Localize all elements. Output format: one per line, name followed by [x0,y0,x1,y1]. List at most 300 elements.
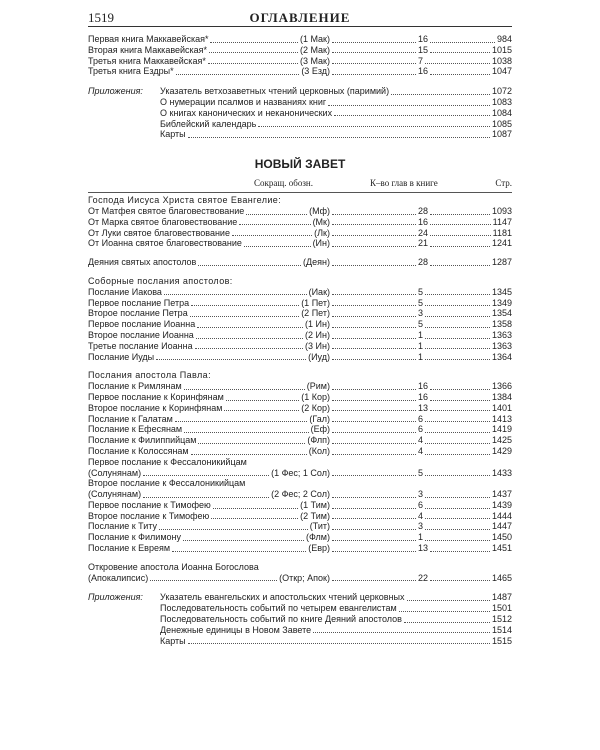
entry-abbreviation: (Мк) [312,216,330,227]
dot-leader [331,381,417,392]
entry-page: 1287 [491,257,512,268]
appendix-title: Последовательность событий по книге Деяний апостолов [160,614,402,625]
dot-leader [331,298,417,309]
entry-title: Второе послание Петра [88,308,188,319]
dot-leader [155,352,307,363]
dot-leader [182,532,305,543]
entry-page: 1425 [491,435,512,446]
appendix-page: 1501 [491,603,512,614]
entry-abbreviation: (Иуд) [308,351,330,362]
entry-title: Послание к Филимону [88,532,181,543]
dot-leader [424,341,491,352]
entry-chapters: 5 [418,297,424,308]
entry-title: Второе послание к Фессалоникийцам [88,478,246,489]
dot-leader [331,308,417,319]
dot-leader [327,97,491,108]
dot-leader [331,228,417,239]
entry-abbreviation: (2 Тим) [300,510,330,521]
entry-chapters: 16 [418,216,429,227]
dot-leader [331,532,417,543]
entry-title: Первое послание Иоанна [88,319,196,330]
dot-leader [142,489,270,500]
dot-leader [149,573,278,584]
entry-title: Первое послание Петра [88,297,190,308]
header-rule [88,26,512,27]
dot-leader [424,319,491,330]
entry-abbreviation: (Ин) [312,238,330,249]
page-header [88,10,512,26]
entry-page: 1419 [491,424,512,435]
section-heading [88,276,512,287]
entry-title: Деяния святых апостолов [88,257,197,268]
dot-leader [331,56,417,67]
entry-page: 1439 [491,499,512,510]
entry-chapters: 6 [418,499,424,510]
dot-leader [429,257,491,268]
dot-leader [312,625,491,636]
dot-leader [331,403,417,414]
entry-title: (Солунянам) [88,489,142,500]
entry-chapters: 28 [418,205,429,216]
dot-leader [429,403,491,414]
dot-leader [331,521,417,532]
appendix-entry [88,625,512,636]
dot-leader [207,56,299,67]
column-header-abbreviation: Сокращ. обозн. [254,178,314,189]
toc-entry-title-line [88,562,512,573]
dot-leader [238,217,311,228]
entry-title: Послание к Колоссянам [88,445,189,456]
dot-leader [429,217,492,228]
entry-chapters: 4 [418,445,424,456]
dot-leader [424,352,491,363]
entry-title: Послание к Ефесянам [88,424,183,435]
entry-abbreviation: (3 Мак) [299,55,330,66]
appendix-page: 1083 [491,96,512,107]
column-headers [88,176,512,192]
entry-page: 1147 [492,216,512,227]
dot-leader [331,392,417,403]
toc-entry [88,573,512,584]
dot-leader [331,424,417,435]
entry-page: 1444 [491,510,512,521]
entry-chapters: 5 [418,286,424,297]
dot-leader [171,543,307,554]
entry-chapters: 1 [418,329,424,340]
dot-leader [331,573,417,584]
entry-title: Послание Иуды [88,351,155,362]
appendix-page: 1512 [491,614,512,625]
dot-leader [424,521,491,532]
toc-entry [88,414,512,425]
dot-leader [424,468,491,479]
toc-entry [88,228,512,239]
dot-leader [429,381,491,392]
toc-entry [88,446,512,457]
entry-title: Второе послание Иоанна [88,329,194,340]
dot-leader [424,414,491,425]
entry-page: 1433 [491,467,512,478]
entry-page: 1354 [491,308,512,319]
dot-leader [189,308,300,319]
page-title: ОГЛАВЛЕНИЕ [249,10,351,25]
appendix-entry [88,119,512,130]
appendix-page: 1515 [491,635,512,646]
dot-leader [190,446,308,457]
entry-abbreviation: (Кол) [308,445,330,456]
appendix-entry [88,592,512,603]
appendix-title: Библейский календарь [160,118,257,129]
entry-abbreviation: (Тит) [309,521,330,532]
entry-title: Послания апостола Павла: [88,370,211,381]
appendix-page: 1514 [491,624,512,635]
toc-entry [88,308,512,319]
entry-abbreviation: (3 Ин) [305,340,330,351]
entry-abbreviation: (2 Кор) [301,402,330,413]
entry-page: 1363 [491,340,512,351]
toc-entry [88,489,512,500]
appendix-title: Карты [160,635,186,646]
dot-leader [331,468,417,479]
entry-page: 1451 [491,543,512,554]
toc-entry [88,45,512,56]
dot-leader [196,319,304,330]
dot-leader [424,424,491,435]
dot-leader [331,330,417,341]
toc-entry [88,543,512,554]
dot-leader [208,45,299,56]
dot-leader [187,636,491,647]
entry-abbreviation: (1 Пет) [301,297,330,308]
entry-chapters: 5 [418,319,424,330]
dot-leader [403,614,491,625]
dot-leader [331,341,417,352]
page-number: 1519 [88,10,114,25]
toc-entry [88,34,512,45]
entry-chapters: 1 [418,351,424,362]
entry-title: (Апокалипсис) [88,572,149,583]
spacer [88,362,512,370]
toc-entry [88,238,512,249]
entry-title: Первое послание к Коринфянам [88,391,224,402]
entry-chapters: 16 [418,34,429,44]
appendix-entry [88,97,512,108]
entry-abbreviation: (Гал) [309,413,330,424]
toc-entry [88,206,512,217]
entry-title: Господа Иисуса Христа святое Евангелие: [88,195,282,206]
dot-leader [424,500,491,511]
toc-entry-title-line [88,457,512,468]
appendix-page: 1072 [491,86,512,97]
entry-title: Послание к Филиппийцам [88,435,197,446]
entry-page: 1358 [491,319,512,330]
dot-leader [424,435,491,446]
toc-entry [88,424,512,435]
entry-abbreviation: (Рим) [306,381,330,392]
entry-abbreviation: (2 Фес; 2 Сол) [271,489,330,500]
entry-page: 1429 [491,445,512,456]
dot-leader [142,468,270,479]
appendix-title: О нумерации псалмов и названиях книг [160,96,327,107]
dot-leader [333,108,491,119]
dot-leader [223,403,300,414]
entry-chapters: 4 [418,510,424,521]
dot-leader [331,446,417,457]
entry-title: Второе послание к Коринфянам [88,402,223,413]
dot-leader [331,206,417,217]
dot-leader [197,257,302,268]
appendix-title: Денежные единицы в Новом Завете [160,624,312,635]
entry-title: Первая книга Маккавейская* [88,34,209,44]
entry-page: 1437 [491,489,512,500]
dot-leader [174,414,309,425]
appendix-title: Последовательность событий по четырем евангелистам [160,603,397,614]
appendix-title: Указатель евангельских и апостольских чтений церковных [160,592,405,603]
dot-leader [424,298,491,309]
column-header-page: Стр. [495,178,512,189]
dot-leader [331,511,417,522]
toc-entry [88,468,512,479]
dot-leader [331,489,417,500]
toc-entry [88,392,512,403]
dot-leader [331,319,417,330]
dot-leader [190,298,300,309]
dot-leader [429,238,491,249]
entry-title: Третья книга Ездры* [88,66,174,77]
appendix-page: 1084 [491,107,512,118]
toc-entry [88,66,512,77]
entry-abbreviation: (1 Кор) [301,391,330,402]
dot-leader [194,341,304,352]
dot-leader [429,228,492,239]
dot-leader [429,34,496,45]
entry-chapters: 3 [418,308,424,319]
entry-page: 1241 [491,238,512,249]
entry-page: 1413 [491,413,512,424]
entry-chapters: 5 [418,467,424,478]
dot-leader [331,217,417,228]
entry-title: От Луки святое благовествование [88,227,230,238]
dot-leader [331,500,417,511]
toc-entry [88,435,512,446]
appendix-label: Приложения: [88,86,143,97]
toc-entry [88,352,512,363]
dot-leader [406,592,491,603]
dot-leader [231,228,313,239]
dot-leader [225,392,300,403]
dot-leader [424,511,491,522]
appendix-entry [88,108,512,119]
entry-chapters: 3 [418,489,424,500]
dot-leader [331,352,417,363]
dot-leader [429,66,491,77]
entry-chapters: 13 [418,543,429,554]
dot-leader [429,573,491,584]
entry-abbreviation: (Лк) [314,227,330,238]
entry-chapters: 13 [418,402,429,413]
entry-abbreviation: (Еф) [310,424,330,435]
entry-page: 1465 [491,572,512,583]
entry-chapters: 16 [418,391,429,402]
dot-leader [331,238,417,249]
entry-abbreviation: (Флп) [307,435,330,446]
entry-chapters: 1 [418,532,424,543]
appendix-title: Указатель ветхозаветных чтений церковных (паримий) [160,86,390,97]
entry-title: Вторая книга Маккавейская* [88,44,208,55]
dot-leader [331,257,417,268]
entry-title: От Матфея святое благовествование [88,205,245,216]
dot-leader [331,45,417,56]
entry-abbreviation: (1 Мак) [299,34,330,44]
entry-title: Откровение апостола Иоанна Богослова [88,561,259,572]
toc-entry-title-line [88,478,512,489]
dot-leader [429,543,491,554]
section-heading [88,195,512,206]
entry-title: Послание к Римлянам [88,381,182,392]
entry-title: Первое послание к Фессалоникийцам [88,456,247,467]
dot-leader [429,45,491,56]
toc-entry [88,521,512,532]
section-heading [88,370,512,381]
entry-page: 1038 [491,55,512,66]
dot-leader [209,34,298,45]
appendix-entry [88,86,512,97]
dot-leader [424,330,491,341]
entry-chapters: 16 [418,381,429,392]
entry-title: Послание к Евреям [88,543,171,554]
entry-chapters: 1 [418,340,424,351]
entry-page: 1366 [491,381,512,392]
appendix-entry [88,636,512,647]
entry-abbreviation: (Откр; Апок) [279,572,330,583]
entry-chapters: 7 [418,55,424,66]
dot-leader [175,66,301,77]
entry-title: От Иоанна святое благовествование [88,238,242,249]
dot-leader [331,414,417,425]
entry-chapters: 22 [418,572,429,583]
entry-chapters: 15 [418,44,429,55]
toc-entry [88,319,512,330]
dot-leader [243,238,312,249]
entry-abbreviation: (Евр) [308,543,330,554]
dot-leader [398,603,491,614]
appendix-entry [88,603,512,614]
entry-abbreviation: (2 Ин) [305,329,330,340]
entry-page: 1447 [491,521,512,532]
entry-title: От Марка святое благовествование [88,216,238,227]
dot-leader [187,129,491,140]
appendix-page: 1087 [491,129,512,140]
entry-abbreviation: (3 Езд) [301,66,330,77]
dot-leader [424,56,491,67]
toc-entry [88,257,512,268]
entry-abbreviation: (Иак) [308,286,330,297]
entry-abbreviation: (Деян) [303,257,330,268]
dot-leader [424,532,491,543]
appendix-title: Карты [160,129,186,140]
dot-leader [257,119,491,130]
toc-entry [88,381,512,392]
dot-leader [197,435,306,446]
entry-title: Соборные послания апостолов: [88,275,233,286]
column-header-chapters: К–во глав в книге [370,178,438,189]
toc-entry [88,500,512,511]
toc-entry [88,403,512,414]
dot-leader [424,308,491,319]
toc-entry [88,532,512,543]
spacer [88,249,512,257]
dot-leader [331,543,417,554]
spacer [88,554,512,562]
entry-page: 1345 [491,286,512,297]
spacer [88,77,512,86]
dot-leader [424,287,491,298]
entry-abbreviation: (Мф) [309,205,330,216]
entry-title: Второе послание к Тимофею [88,510,210,521]
entry-page: 1349 [491,297,512,308]
dot-leader [183,381,306,392]
dot-leader [331,435,417,446]
entry-chapters: 28 [418,257,429,268]
entry-chapters: 4 [418,435,424,446]
entry-chapters: 21 [418,238,429,249]
dot-leader [331,287,417,298]
entry-chapters: 3 [418,521,424,532]
entry-page: 1181 [492,227,512,238]
appendix-page: 1487 [491,592,512,603]
entry-page: 1450 [491,532,512,543]
appendix-title: О книгах канонических и неканонических [160,107,333,118]
toc-entry [88,287,512,298]
dot-leader [183,424,309,435]
entry-title: Третье послание Иоанна [88,340,193,351]
entry-page: 1363 [491,329,512,340]
dot-leader [429,392,491,403]
entry-abbreviation: (Флм) [306,532,330,543]
entry-abbreviation: (2 Мак) [299,44,330,55]
toc-entry [88,217,512,228]
entry-page: 1015 [491,44,512,55]
toc-entry [88,511,512,522]
entry-page: 1093 [491,205,512,216]
toc-entry [88,341,512,352]
dot-leader [429,206,491,217]
column-header-rule [88,192,512,193]
dot-leader [163,287,308,298]
dot-leader [331,34,417,45]
spacer [88,583,512,592]
dot-leader [331,66,417,77]
dot-leader [195,330,304,341]
entry-chapters: 16 [418,66,429,77]
entry-title: Третья книга Маккавейская* [88,55,206,66]
entry-abbreviation: (1 Тим) [300,499,330,510]
dot-leader [245,206,308,217]
entry-abbreviation: (1 Фес; 1 Сол) [271,467,330,478]
dot-leader [390,86,491,97]
entry-page: 1364 [491,351,512,362]
entry-abbreviation: (2 Пет) [301,308,330,319]
entry-chapters: 6 [418,413,424,424]
dot-leader [212,500,299,511]
entry-title: Первое послание к Тимофею [88,499,211,510]
section-title-new-testament: НОВЫЙ ЗАВЕТ [254,157,346,172]
appendix-label: Приложения: [88,592,143,603]
dot-leader [424,489,491,500]
entry-abbreviation: (1 Ин) [305,319,330,330]
dot-leader [424,446,491,457]
dot-leader [210,511,299,522]
